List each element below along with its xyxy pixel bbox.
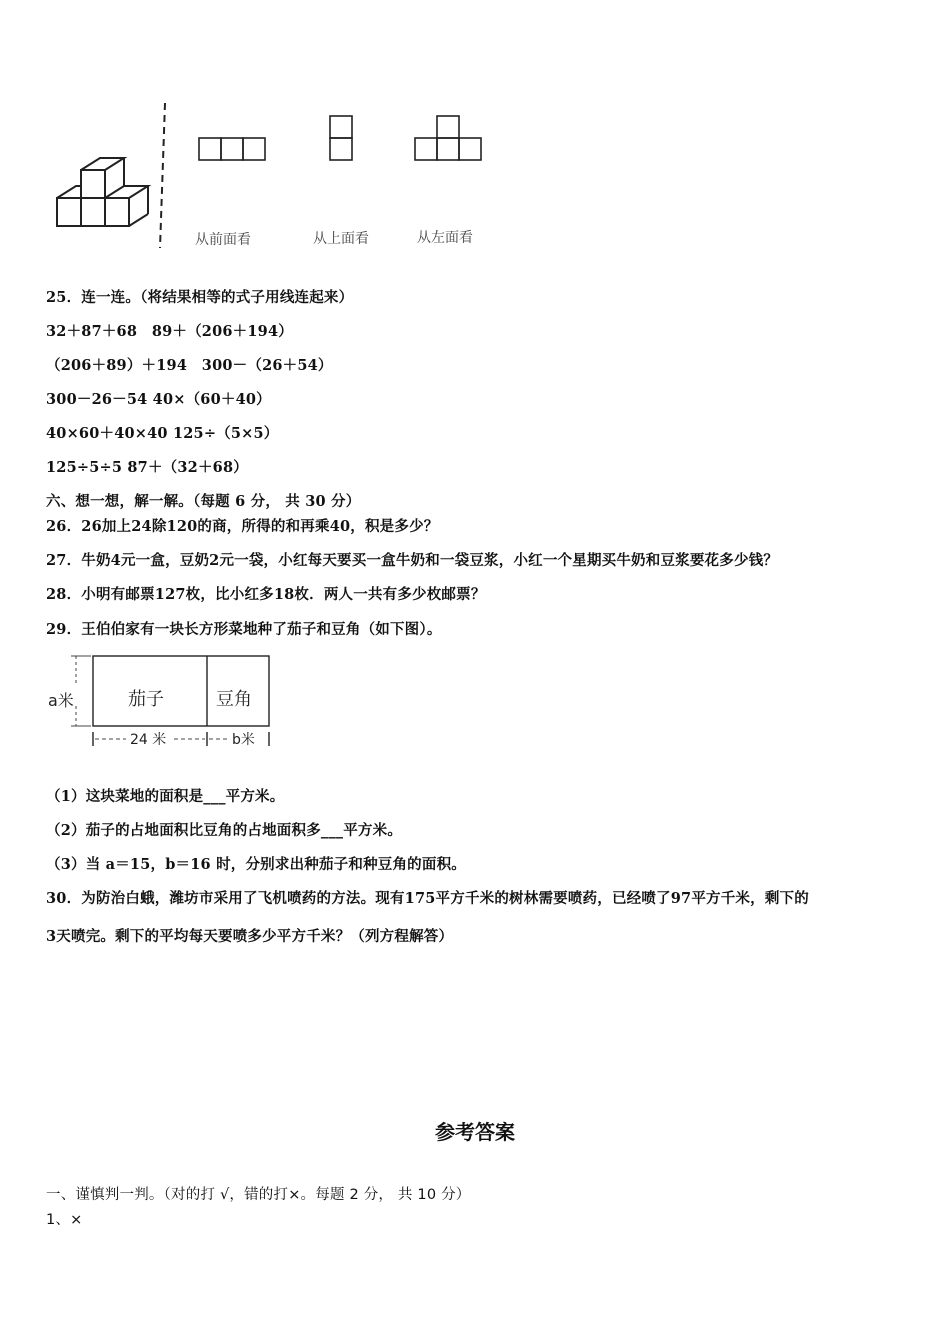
q28-text: 28．小明有邮票127枚，比小红多18枚．两人一共有多少枚邮票？	[46, 586, 486, 603]
dashed-divider	[160, 103, 165, 248]
left-view-drawing	[415, 116, 481, 160]
q30-line-1: 30．为防治白蛾，潍坊市采用了飞机喷药的方法。现有175平方千米的树林需要喷药，已经喷了97平方千米，剩下的	[46, 890, 809, 907]
answers-section-1: 一、谨慎判一判。（对的打 √，错的打×。每题 2 分， 共 10 分）	[46, 1187, 471, 1203]
q25-row-4: 40×60＋40×40 125÷（5×5）	[46, 425, 279, 442]
q29-sub-1: （1）这块菜地的面积是___平方米。	[46, 788, 285, 805]
width-24-label: 24 米	[130, 732, 167, 748]
front-view-label: 从前面看	[195, 232, 251, 248]
answers-title: 参考答案	[435, 1120, 515, 1144]
q25-row-1: 32＋87＋68 89＋（206＋194）	[46, 323, 293, 340]
q29-sub-3: （3）当 a＝15，b＝16 时，分别求出种茄子和种豆角的面积。	[46, 856, 466, 873]
q26-text: 26．26加上24除120的商，所得的和再乘40，积是多少？	[46, 518, 439, 535]
q25-row-2: （206＋89）＋194 300－（26＋54）	[46, 357, 333, 374]
q25-row-5: 125÷5÷5 87＋（32＋68）	[46, 459, 248, 476]
top-view-label: 从上面看	[313, 231, 369, 247]
cube-stack-drawing	[57, 158, 148, 226]
top-view-drawing	[330, 116, 352, 160]
bean-label: 豆角	[216, 689, 252, 710]
answer-1: 1、×	[46, 1212, 83, 1228]
left-view-label: 从左面看	[417, 230, 473, 246]
q29-title: 29．王伯伯家有一块长方形菜地种了茄子和豆角（如下图）。	[46, 621, 442, 638]
q25-row-3: 300－26－54 40×（60＋40）	[46, 391, 271, 408]
section-6-heading: 六、想一想，解一解。（每题 6 分， 共 30 分）	[46, 493, 361, 510]
front-view-drawing	[199, 138, 265, 160]
eggplant-label: 茄子	[128, 689, 164, 710]
q27-text: 27．牛奶4元一盒，豆奶2元一袋，小红每天要买一盒牛奶和一袋豆浆，小红一个星期买牛奶和豆浆要花多少钱？	[46, 552, 779, 569]
q30-line-2: 3天喷完。剩下的平均每天要喷多少平方千米？（列方程解答）	[46, 928, 454, 945]
q25-title: 25．连一连。（将结果相等的式子用线连起来）	[46, 289, 354, 306]
vegetable-plot-figure	[46, 650, 286, 755]
width-b-label: b米	[232, 732, 255, 748]
height-label: a米	[48, 691, 74, 710]
q29-sub-2: （2）茄子的占地面积比豆角的占地面积多___平方米。	[46, 822, 403, 839]
